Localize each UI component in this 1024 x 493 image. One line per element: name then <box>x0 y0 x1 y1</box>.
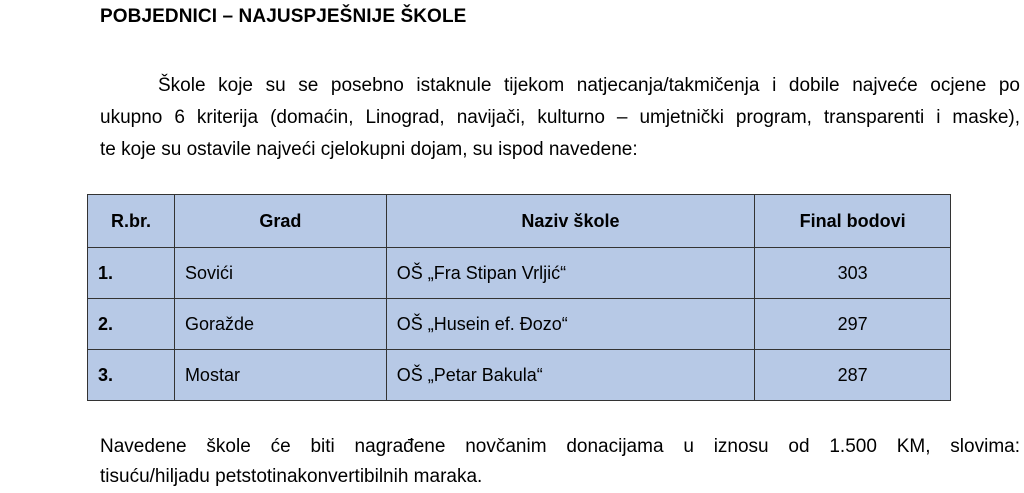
header-naziv-skole: Naziv škole <box>386 195 754 248</box>
cell-grad: Goražde <box>174 299 386 350</box>
cell-bodovi: 287 <box>755 350 951 401</box>
section-heading: POBJEDNICI – NAJUSPJEŠNIJE ŠKOLE <box>100 6 467 27</box>
cell-rbr: 2. <box>88 299 175 350</box>
cell-rbr: 3. <box>88 350 175 401</box>
cell-rbr: 1. <box>88 248 175 299</box>
outro-paragraph <box>100 432 1020 492</box>
table-row <box>88 350 951 401</box>
intro-line-2: ukupno 6 kriterija (domaćin, Linograd, navijači, kulturno – umjetnički program, transparenti i maske), <box>100 107 1020 128</box>
intro-line-1: Škole koje su se posebno istaknule tijekom natjecanja/takmičenja i dobile najveće ocjene po <box>158 75 1020 96</box>
intro-paragraph <box>100 70 1020 166</box>
cell-naziv-skole: OŠ „Petar Bakula“ <box>386 350 754 401</box>
cell-naziv-skole: OŠ „Husein ef. Đozo“ <box>386 299 754 350</box>
table-row <box>88 248 951 299</box>
cell-naziv-skole: OŠ „Fra Stipan Vrljić“ <box>386 248 754 299</box>
header-final-bodovi: Final bodovi <box>755 195 951 248</box>
table-row <box>88 299 951 350</box>
intro-line-3: te koje su ostavile najveći cjelokupni dojam, su ispod navedene: <box>100 139 638 160</box>
cell-grad: Sovići <box>174 248 386 299</box>
table-header-row <box>88 195 951 248</box>
cell-bodovi: 297 <box>755 299 951 350</box>
header-grad: Grad <box>174 195 386 248</box>
results-table <box>87 194 951 401</box>
outro-line-2: tisuću/hiljadu petstotinakonvertibilnih maraka. <box>100 466 483 487</box>
outro-line-1: Navedene škole će biti nagrađene novčanim donacijama u iznosu od 1.500 KM, slovima: <box>100 436 1020 457</box>
cell-grad: Mostar <box>174 350 386 401</box>
header-rbr: R.br. <box>88 195 175 248</box>
cell-bodovi: 303 <box>755 248 951 299</box>
